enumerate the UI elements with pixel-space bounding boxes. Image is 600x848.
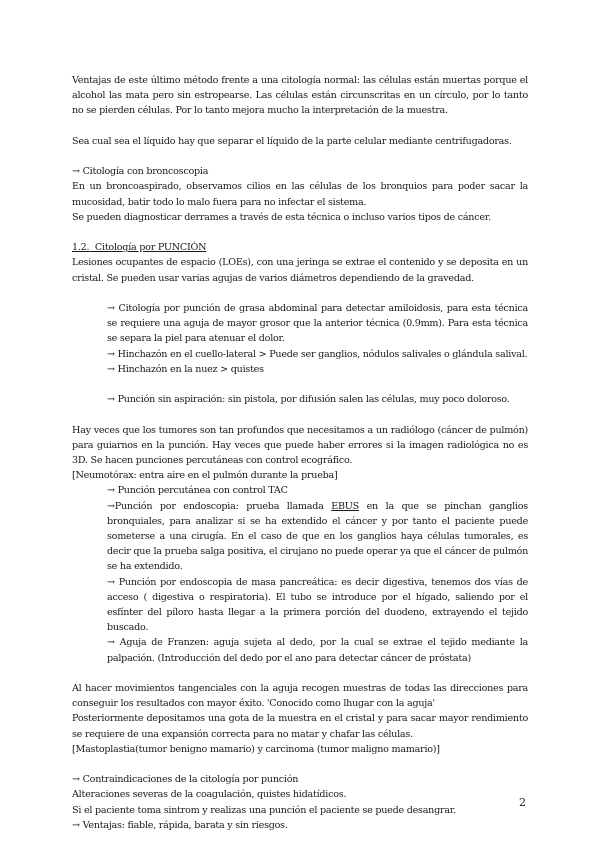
page-number: 2 [519,796,526,809]
subheading-contraindications: → Contraindicaciones de la citología por punción [72,774,299,786]
paragraph-mastoplastia: [Mastoplastia(tumor benigno mamario) y carcinoma (tumor maligno mamario)] [72,743,440,755]
ebus-description: en la que se pinchan ganglios bronquiales, para analizar si se ha extendido el cáncer y por tanto el paciente puede someterse a una cirugía. En el caso de que en los ganglios haya células tumorales, es decir que la prueba salga positiva, el cirujano no puede operar ya que el cáncer de pulmón se ha extendido. [107,500,528,573]
ebus-intro: →Punción por endoscopia: prueba llamada [107,500,332,512]
section-title: Citología por PUNCIÓN [94,242,207,254]
paragraph-pneumothorax: [Neumotórax: entra aire en el pulmón durante la prueba] [72,470,338,482]
bullet-franzen: → Aguja de Franzen: aguja sujeta al dedo, por la cual se extrae el tejido mediante la palpación. (Introducción del dedo por el ano para detectar cáncer de próstata) [107,637,528,664]
paragraph-tangential: Al hacer movimientos tangenciales con la aguja recogen muestras de todas las direcciones para conseguir los resultados con mayor éxito. 'Conocido como lhugar con la aguja' [72,683,528,710]
paragraph-sintrom: Si el paciente toma sintrom y realizas una punción el paciente se puede desangrar. [72,804,456,816]
bullet-ebus [107,499,528,575]
ebus-term: EBUS [331,500,359,512]
paragraph-coagulation: Alteraciones severas de la coagulación, quistes hidatídicos. [72,789,347,801]
paragraph-centrifuge: Sea cual sea el líquido hay que separar el líquido de la parte celular mediante centrifugadoras. [72,135,512,147]
paragraph-advantages-alcohol: Ventajas de este último método frente a una citología normal: las células están muertas porque el alcohol las mata pero sin estropearse. Las células están circunscritas en un círculo, por lo tanto no se pierden células. Por lo tanto mejora mucho la interpretación de la muestra. [72,75,528,117]
section-heading [72,240,528,255]
section-number: 1.2. [72,242,90,254]
bullet-no-aspiration: → Punción sin aspiración: sin pistola, por difusión salen las células, muy poco doloroso. [107,394,510,406]
paragraph-effusions: Se pueden diagnosticar derrames a través de esta técnica o incluso varios tipos de cáncer. [72,211,491,223]
page-content [72,73,528,833]
paragraph-deep-tumors: Hay veces que los tumores son tan profundos que necesitamos a un radiólogo (cáncer de pulmón) para guiarnos en la punción. Hay veces que puede haber errores si la imagen radiológica no es 3D. Se hacen punciones percutáneas con control ecográfico. [72,424,528,466]
paragraph-deposit: Posteriormente depositamos una gota de la muestra en el cristal y para sacar mayor rendimiento se requiere de una expansión correcta para no matar y chafar las células. [72,713,528,740]
bullet-abdominal-fat: → Citología por punción de grasa abdominal para detectar amiloidosis, para esta técnica se requiere una aguja de mayor grosor que la anterior técnica (0.9mm). Para esta técnica se separa la piel para atenuar el dolor. [107,302,528,345]
paragraph-bronchoaspirate: En un broncoaspirado, observamos cilios en las células de los bronquios para poder sacar la mucosidad, batir todo lo malo fuera para no infectar el sistema. [72,181,528,208]
bullet-nuez-swelling: → Hinchazón en la nuez > quistes [107,363,264,375]
bullet-neck-swelling: → Hinchazón en el cuello-lateral > Puede ser ganglios, nódulos salivales o glándula salival. [107,348,528,360]
bullet-tac: → Punción percutánea con control TAC [107,485,288,497]
paragraph-loes: Lesiones ocupantes de espacio (LOEs), con una jeringa se extrae el contenido y se deposita en un cristal. Se pueden usar varias agujas de varios diámetros dependiendo de la gravedad. [72,257,528,284]
subheading-bronchoscopy: → Citología con broncoscopia [72,166,209,178]
paragraph-advantages: → Ventajas: fiable, rápida, barata y sin riesgos. [72,819,288,831]
bullet-pancreatic: → Punción por endoscopia de masa pancreática: es decir digestiva, tenemos dos vías de acceso ( digestiva o respiratoria). El tubo se introduce por el hígado, saliendo por el esfínter del píloro hasta llegar a la primera porción del duodeno, extrayendo el tejido buscado. [107,576,528,634]
